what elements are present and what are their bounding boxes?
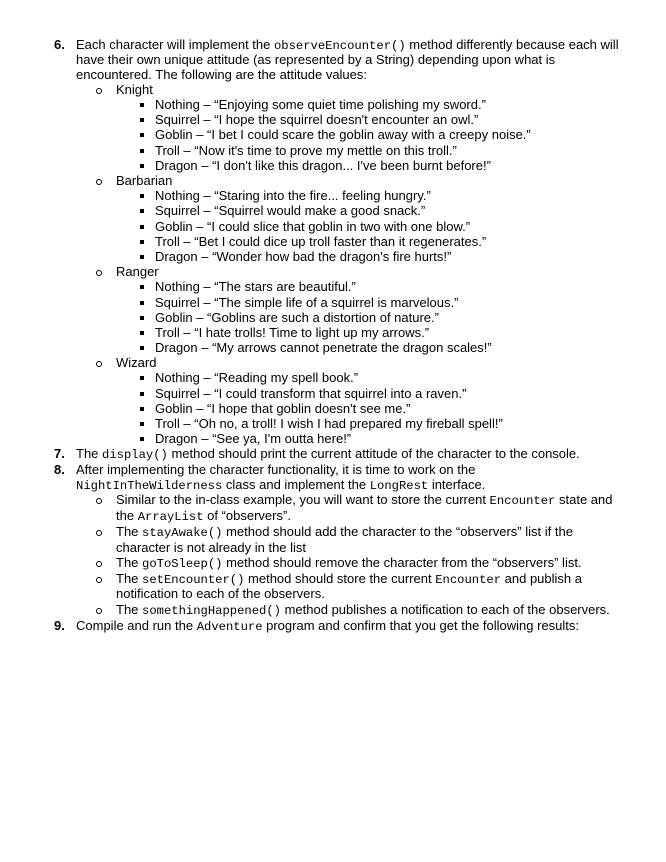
square-bullet-icon <box>140 316 144 320</box>
square-bullet-icon <box>140 133 144 137</box>
square-bullet-icon <box>140 346 144 350</box>
circle-bullet-icon <box>96 561 102 567</box>
item-number: 7. <box>54 446 65 461</box>
code-somethinghappened: somethingHappened() <box>142 604 281 618</box>
circle-bullet-icon <box>96 179 102 185</box>
code-display: display() <box>102 448 168 462</box>
square-bullet-icon <box>140 331 144 335</box>
code-encounter: Encounter <box>435 573 502 587</box>
square-bullet-icon <box>140 285 144 289</box>
code-encounter: Encounter <box>489 494 556 508</box>
item-number: 9. <box>54 618 65 633</box>
code-arraylist: ArrayList <box>137 510 204 524</box>
circle-bullet-icon <box>96 270 102 276</box>
code-setencounter: setEncounter() <box>142 573 245 587</box>
circle-bullet-icon <box>96 530 102 536</box>
code-gotosleep: goToSleep() <box>142 557 223 571</box>
square-bullet-icon <box>140 225 144 229</box>
code-nightinthewilderness: NightInTheWilderness <box>76 479 223 493</box>
circle-bullet-icon <box>96 577 102 583</box>
item-number: 6. <box>54 37 65 52</box>
square-bullet-icon <box>140 255 144 259</box>
code-observeencounter: observeEncounter() <box>273 39 406 53</box>
square-bullet-icon <box>140 437 144 441</box>
document-page: 6. Each character will implement the observeEncounter() method differently because each will have their own unique attitude (as represented by a String) depending upon what is encountered. The following are the attitude values: Knight Nothing – “Enjoying some quiet time polishing my sword.” Squirrel – “I hope the squirrel doesn't encounter an owl.” Goblin – “I bet I could scare the goblin away with a creepy noise.” Troll – “Now it's time to prove my mettle on this troll.” Dragon – “I don't like this dragon... I've been burnt before!” Barbarian Nothing – “Staring into the fire... feeling hungry.” Squirrel – “Squirrel would make a good snack.” Goblin – “I could slice that goblin in two with one blow.” Troll – “Bet I could dice up troll faster than it regenerates.” Dragon – “Wonder how bad the dragon's fire hurts!” Ranger Nothing – “The stars are beautiful.” Squirrel – “The simple life of a squirrel is marvelous.” Goblin – “Goblins are such a distortion of nature.” Troll – “I hate trolls! Time to light up my arrows.” Dragon – “My arrows cannot penetrate the dragon scales!” Wizard Nothing – “Reading my spell book.” Squirrel – “I could transform that squirrel into a raven.” Goblin – “I hope that goblin doesn't see me.” Troll – “Oh no, a troll! I wish I had prepared my fireball spell!” Dragon – “See ya, I'm outta here!” 7. The display() method should print the current attitude of the character to the console. 8. After implementing the character functionality, it is time to work on the NightInTheWilderness class and implement the LongRest interface. Similar to the in-class example, you will want to store the current Encounter state and the ArrayList of “observers”. The stayAwake() method should add the character to the “observers” list if the character is not already in the list The goToSleep() method should remove the character from the “observers” list. The setEncounter() method should store the current Encounter and publish a notification to each of the observers. The somethingHappened() method publishes a notification to each of the observers. 9. Compile and run the Adventure program and confirm that you get the following results: <box>54 37 619 634</box>
square-bullet-icon <box>140 240 144 244</box>
circle-bullet-icon <box>96 608 102 614</box>
square-bullet-icon <box>140 209 144 213</box>
square-bullet-icon <box>140 164 144 168</box>
square-bullet-icon <box>140 149 144 153</box>
item-number: 8. <box>54 462 65 477</box>
circle-bullet-icon <box>96 361 102 367</box>
circle-bullet-icon <box>96 88 102 94</box>
code-stayawake: stayAwake() <box>142 526 223 540</box>
circle-bullet-icon <box>96 498 102 504</box>
square-bullet-icon <box>140 392 144 396</box>
square-bullet-icon <box>140 118 144 122</box>
code-adventure: Adventure <box>196 620 263 634</box>
square-bullet-icon <box>140 407 144 411</box>
square-bullet-icon <box>140 103 144 107</box>
square-bullet-icon <box>140 376 144 380</box>
square-bullet-icon <box>140 422 144 426</box>
square-bullet-icon <box>140 301 144 305</box>
code-longrest: LongRest <box>369 479 429 493</box>
square-bullet-icon <box>140 194 144 198</box>
